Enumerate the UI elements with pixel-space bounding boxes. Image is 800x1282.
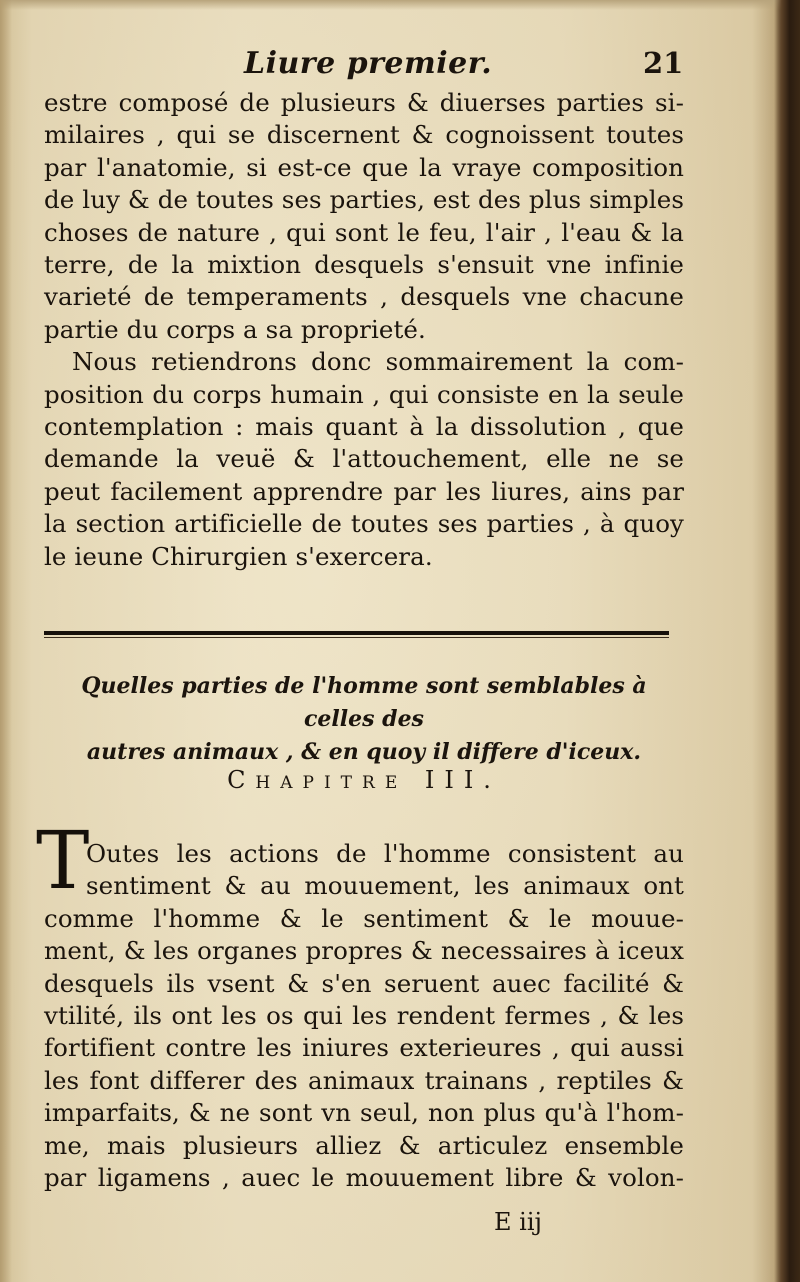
page-top-edge <box>0 0 800 10</box>
text-line: position du corps humain , qui consiste en la seule <box>44 379 684 409</box>
text-line: imparfaits, & ne sont vn seul, non plus qu'à l'hom- <box>44 1098 684 1128</box>
text-line: la section artificielle de toutes ses parties , à quoy <box>44 509 684 539</box>
drop-cap-initial: T <box>36 814 90 907</box>
section-divider-rule <box>44 631 669 635</box>
section-heading-line: autres animaux , & en quoy il differe d'iceux. <box>86 739 642 765</box>
running-head <box>0 46 768 86</box>
page-number: 21 <box>643 46 684 80</box>
text-line: ment, & les organes propres & necessaires à iceux <box>44 936 684 966</box>
chapter-label: Chapitre III. <box>227 766 501 794</box>
text-line: Outes les actions de l'homme consistent au <box>86 839 684 868</box>
signature-mark: E iij <box>494 1208 542 1236</box>
running-head-title: Liure premier. <box>244 46 493 81</box>
text-line: fortifient contre les iniures exterieures , qui aussi <box>44 1033 684 1063</box>
text-line: milaires , qui se discernent & cognoissent toutes <box>44 120 684 150</box>
chapter-paragraph <box>44 838 684 1194</box>
text-line: contemplation : mais quant à la dissolution , que <box>44 412 684 442</box>
text-line: varieté de temperaments , desquels vne chacune <box>44 282 684 312</box>
text-line: de luy & de toutes ses parties, est des plus simples <box>44 185 684 215</box>
text-line: le ieune Chirurgien s'exercera. <box>44 541 433 571</box>
text-line: comme l'homme & le sentiment & le mouue- <box>44 903 684 933</box>
page-left-edge <box>0 0 12 1282</box>
text-line: par l'anatomie, si est-ce que la vraye composition <box>44 152 684 182</box>
book-spine <box>774 0 800 1282</box>
top-paragraph <box>44 87 684 573</box>
text-line: desquels ils vsent & s'en seruent auec facilité & <box>44 968 684 998</box>
text-line: estre composé de plusieurs & diuerses parties si- <box>44 88 684 117</box>
text-line: terre, de la mixtion desquels s'ensuit vne infinie <box>44 250 684 280</box>
text-line: vtilité, ils ont les os qui les rendent fermes , & les <box>44 1001 684 1031</box>
text-line: partie du corps a sa proprieté. <box>44 314 426 344</box>
text-line: Nous retiendrons donc sommairement la com- <box>72 347 684 377</box>
text-line: les font differer des animaux trainans , reptiles & <box>44 1065 684 1095</box>
section-heading <box>44 670 684 769</box>
text-line: peut facilement apprendre par les liures, ains par <box>44 476 684 506</box>
text-line: sentiment & au mouuement, les animaux ont <box>86 871 684 901</box>
text-line: choses de nature , qui sont le feu, l'air , l'eau & la <box>44 217 684 247</box>
text-line: demande la veuë & l'attouchement, elle ne se <box>44 444 684 474</box>
text-line: me, mais plusieurs alliez & articulez ensemble <box>44 1130 684 1160</box>
text-line: par ligamens , auec le mouuement libre & volon- <box>44 1163 684 1193</box>
section-heading-line: Quelles parties de l'homme sont semblables à celles des <box>81 673 647 732</box>
